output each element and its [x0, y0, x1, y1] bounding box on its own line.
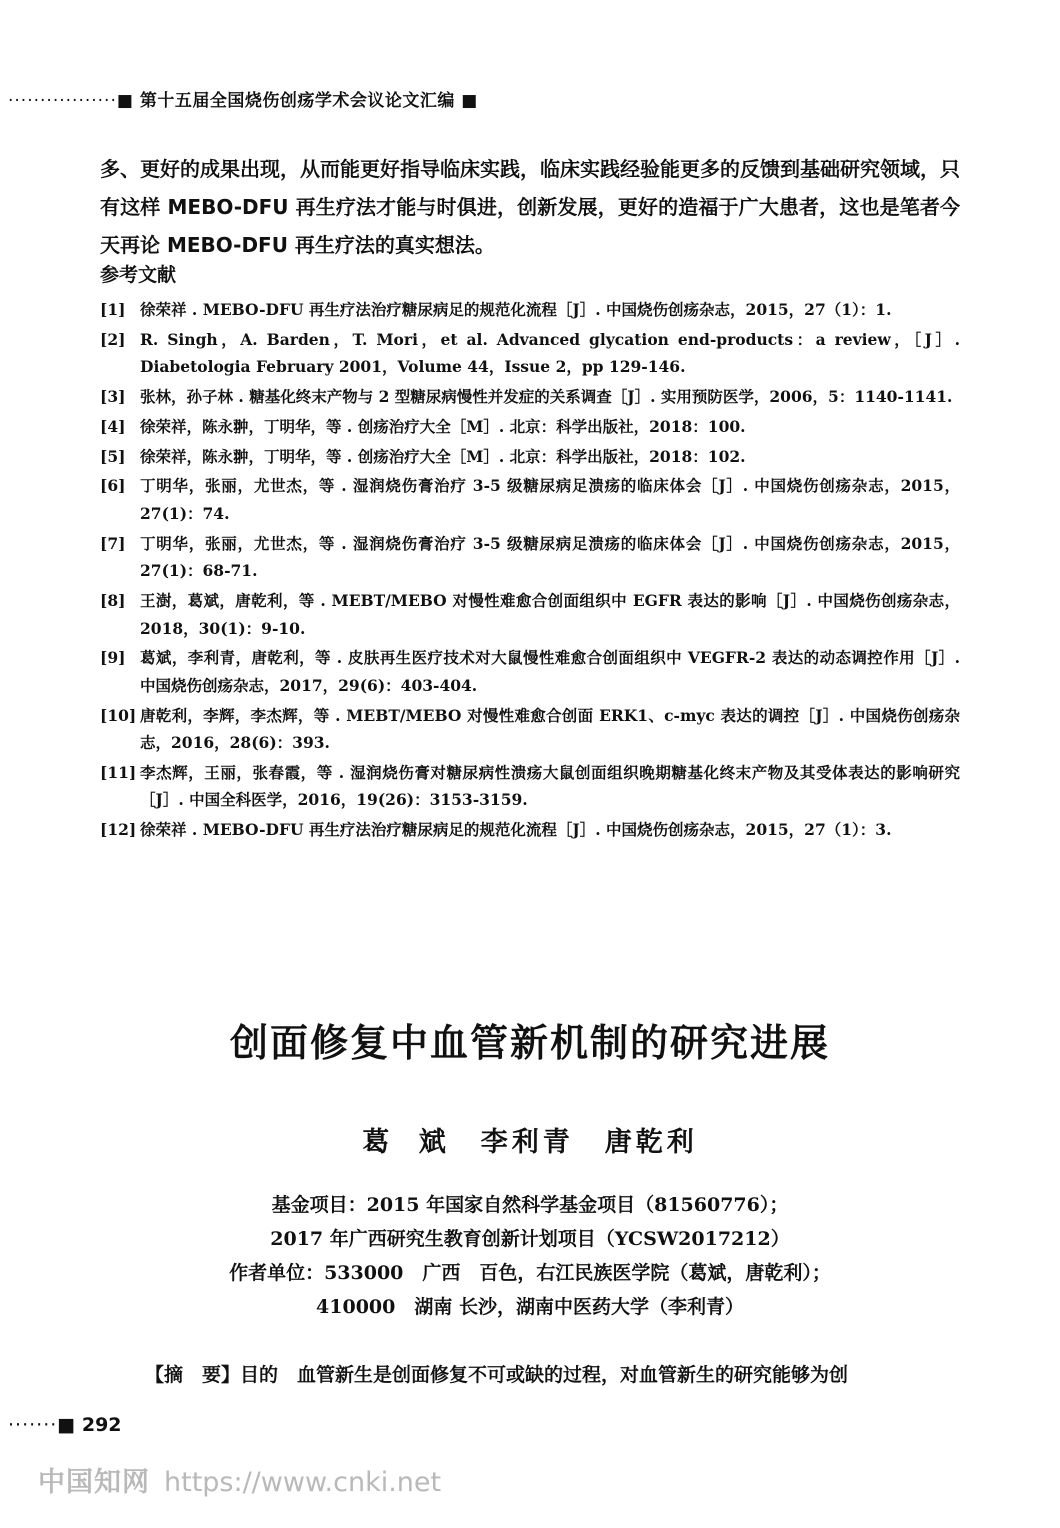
funding-line-1: 基金项目：2015 年国家自然科学基金项目（81560776）； — [271, 1194, 789, 1216]
funding-line-2: 2017 年广西研究生教育创新计划项目（YCSW2017212） — [270, 1228, 790, 1250]
reference-text: 王澍，葛斌，唐乾利，等 . MEBT/MEBO 对慢性难愈合创面组织中 EGFR 表达的影响［J］. 中国烧伤创疡杂志，2018，30(1)：9-10. — [140, 591, 960, 638]
running-head — [8, 86, 478, 111]
reference-item — [100, 644, 960, 699]
reference-text: 徐荣祥，陈永翀，丁明华，等 . 创疡治疗大全［M］. 北京：科学出版社，2018：102. — [140, 446, 746, 466]
reference-item — [100, 587, 960, 642]
reference-number: [1] — [100, 300, 126, 319]
abstract — [145, 1360, 965, 1387]
reference-item — [100, 530, 960, 585]
watermark-url: https://www.cnki.net — [164, 1467, 442, 1498]
reference-item — [100, 383, 960, 411]
reference-text: 唐乾利，李辉，李杰辉，等 . MEBT/MEBO 对慢性难愈合创面 ERK1、c-myc 表达的调控［J］. 中国烧伤创疡杂志，2016，28(6)：393. — [140, 705, 960, 753]
reference-list — [100, 296, 960, 846]
page-folio — [8, 1414, 122, 1436]
reference-item — [100, 296, 960, 324]
reference-item — [100, 413, 960, 441]
affiliation-line-2: 410000 湖南 长沙，湖南中医药大学（李利青） — [316, 1296, 744, 1318]
reference-text: 徐荣祥，陈永翀，丁明华，等 . 创疡治疗大全［M］. 北京：科学出版社，2018：100. — [140, 416, 746, 436]
reference-item — [100, 443, 960, 471]
cnki-watermark — [38, 1460, 441, 1499]
reference-item — [100, 702, 960, 757]
abstract-text: 目的 血管新生是创面修复不可或缺的过程，对血管新生的研究能够为创 — [240, 1364, 849, 1386]
reference-number: [4] — [100, 416, 126, 436]
reference-item — [100, 326, 960, 381]
reference-number: [8] — [100, 591, 126, 611]
article-meta — [0, 1188, 1060, 1324]
reference-text: 张林，孙子林 . 糖基化终末产物与 2 型糖尿病慢性并发症的关系调查［J］. 实用预防医学，2006，5：1140-1141. — [140, 387, 953, 407]
reference-text: 徐荣祥 . MEBO-DFU 再生疗法治疗糖尿病足的规范化流程［J］. 中国烧伤创疡杂志，2015，27（1）：1. — [140, 300, 892, 319]
article-authors: 葛 斌 李利青 唐乾利 — [362, 1127, 698, 1158]
reference-text: 葛斌，李利青，唐乾利，等 . 皮肤再生医疗技术对大鼠慢性难愈合创面组织中 VEGFR-2 表达的动态调控作用［J］. 中国烧伤创疡杂志，2017，29(6)：403-404. — [140, 648, 960, 695]
reference-item — [100, 472, 960, 527]
reference-text: R. Singh，A. Barden，T. Mori，et al. Advanced glycation end-products：a review，［J］. Diabetologia February 2001，Volume 44，Issue 2，pp 129-146. — [140, 329, 960, 377]
watermark-brand: 中国知网 — [38, 1467, 150, 1498]
reference-number: [2] — [100, 329, 126, 349]
article-title: 创面修复中血管新机制的研究进展 — [229, 1021, 830, 1065]
reference-text: 丁明华，张丽，尤世杰，等 . 湿润烧伤膏治疗 3-5 级糖尿病足溃疡的临床体会［J］. 中国烧伤创疡杂志，2015，27(1)：74. — [140, 476, 960, 523]
folio-dots: ······· — [8, 1414, 58, 1436]
references-heading: 参考文献 — [100, 264, 177, 286]
reference-text: 徐荣祥 . MEBO-DFU 再生疗法治疗糖尿病足的规范化流程［J］. 中国烧伤创疡杂志，2015，27（1）：3. — [140, 820, 892, 840]
body-paragraph: 多、更好的成果出现，从而能更好指导临床实践，临床实践经验能更多的反馈到基础研究领域，只有这样 MEBO-DFU 再生疗法才能与时俱进，创新发展，更好的造福于广大患者，这也是笔者今天再论 MEBO-DFU 再生疗法的真实想法。 — [100, 157, 960, 257]
abstract-label: 【摘 要】 — [145, 1364, 241, 1386]
reference-number: [11] — [100, 762, 137, 782]
running-head-text: ■ 第十五届全国烧伤创疡学术会议论文汇编 ■ — [116, 91, 478, 111]
affiliation-line-1: 作者单位：533000 广西 百色，右江民族医学院（葛斌，唐乾利）； — [229, 1262, 831, 1284]
reference-number: [12] — [100, 820, 137, 840]
reference-number: [3] — [100, 387, 126, 407]
reference-text: 李杰辉，王丽，张春霞，等 . 湿润烧伤膏对糖尿病性溃疡大鼠创面组织晚期糖基化终末产物及其受体表达的影响研究［J］. 中国全科医学，2016，19(26)：3153-3159. — [140, 762, 960, 810]
reference-item — [100, 816, 960, 844]
page-number: ■ 292 — [57, 1414, 122, 1436]
reference-number: [10] — [100, 705, 137, 725]
reference-text: 丁明华，张丽，尤世杰，等 . 湿润烧伤膏治疗 3-5 级糖尿病足溃疡的临床体会［J］. 中国烧伤创疡杂志，2015，27(1)：68-71. — [140, 533, 960, 581]
reference-number: [7] — [100, 533, 126, 553]
reference-item — [100, 759, 960, 814]
running-head-dots: ················· — [8, 91, 117, 111]
reference-number: [9] — [100, 648, 126, 668]
reference-number: [5] — [100, 446, 126, 466]
reference-number: [6] — [100, 476, 126, 496]
